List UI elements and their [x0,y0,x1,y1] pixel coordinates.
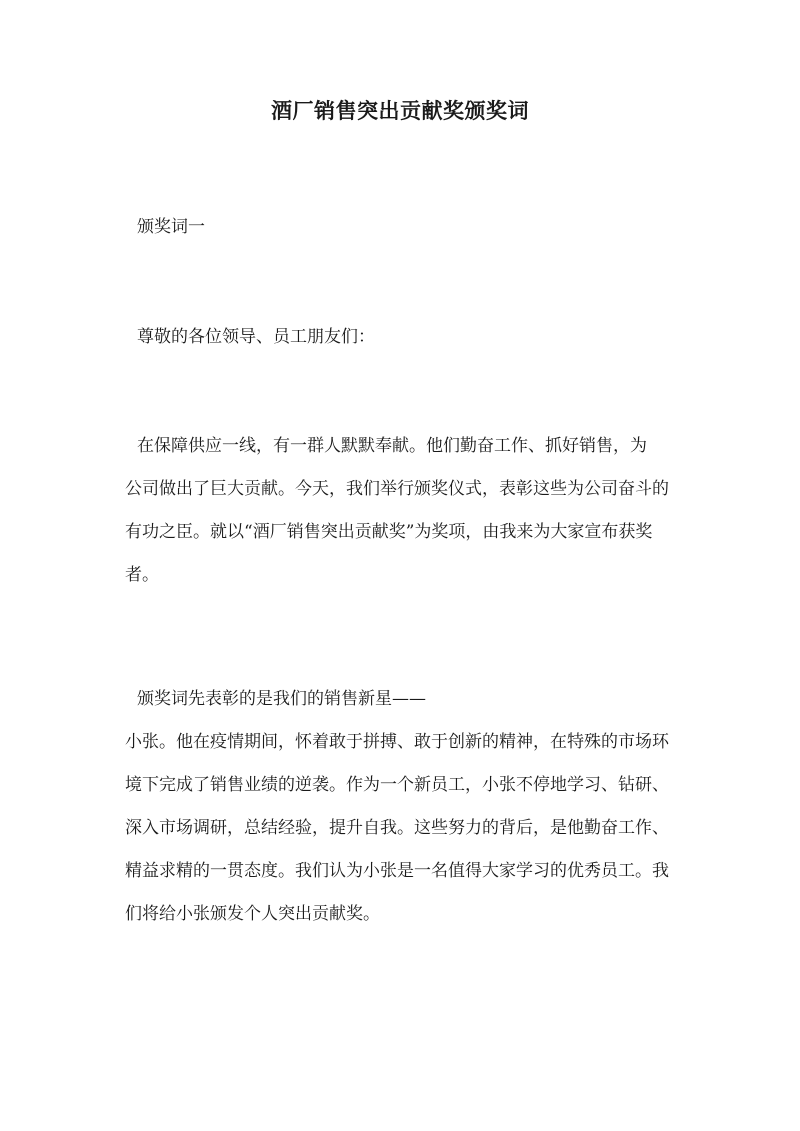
paragraph-2 [125,678,717,936]
paragraph-1 [125,425,717,597]
paragraph-2-line: 们将给小张颁发个人突出贡献奖。 [125,904,380,924]
paragraph-2-line: 精益求精的一贯态度。我们认为小张是一名值得大家学习的优秀员工。我 [125,861,669,881]
paragraph-2-line: 小张。他在疫情期间，怀着敢于拼搏、敢于创新的精神，在特殊的市场环 [125,732,669,752]
section-heading: 颁奖词一 [137,217,205,237]
paragraph-2-line: 颁奖词先表彰的是我们的销售新星—— [137,689,426,709]
paragraph-1-line: 有功之臣。就以“酒厂销售突出贡献奖”为奖项，由我来为大家宣布获奖 [125,522,653,542]
paragraph-1-line: 公司做出了巨大贡献。今天，我们举行颁奖仪式，表彰这些为公司奋斗的 [125,479,669,499]
greeting: 尊敬的各位领导、员工朋友们： [137,327,375,347]
document-title: 酒厂销售突出贡献奖颁奖词 [271,98,529,123]
paragraph-1-line: 者。 [125,565,159,585]
paragraph-1-line: 在保障供应一线，有一群人默默奉献。他们勤奋工作、抓好销售，为 [137,436,647,456]
paragraph-2-line: 深入市场调研，总结经验，提升自我。这些努力的背后，是他勤奋工作、 [125,818,669,838]
paragraph-2-line: 境下完成了销售业绩的逆袭。作为一个新员工，小张不停地学习、钻研、 [125,775,669,795]
